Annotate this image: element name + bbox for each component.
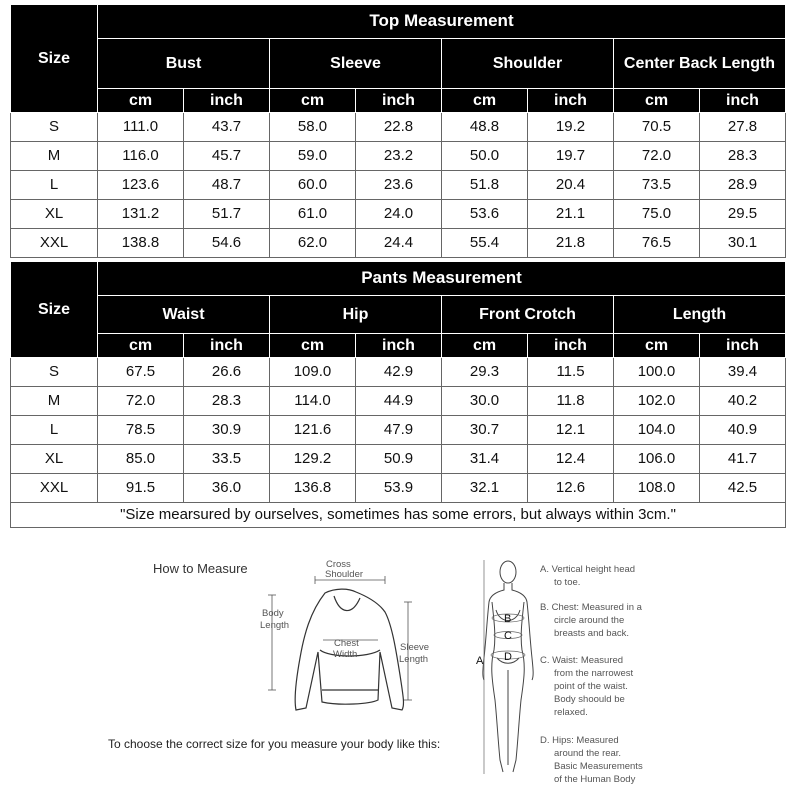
value-cell: 30.0 [442,387,528,416]
top-measurement-table [10,4,786,258]
size-cell: L [11,171,98,200]
table-row [11,200,786,229]
unit-header: inch [700,334,786,358]
value-cell: 61.0 [270,200,356,229]
column-header: Sleeve [270,39,442,89]
how-to-measure-title: How to Measure [153,561,248,576]
column-header: Waist [98,296,270,334]
unit-header: inch [528,334,614,358]
value-cell: 26.6 [184,358,270,387]
size-cell: XL [11,200,98,229]
value-cell: 108.0 [614,474,700,503]
value-cell: 53.6 [442,200,528,229]
body-label: Body [262,608,284,619]
value-cell: 28.9 [700,171,786,200]
value-cell: 62.0 [270,229,356,258]
choose-size-instruction: To choose the correct size for you measure your body like this: [108,737,441,751]
value-cell: 70.5 [614,113,700,142]
unit-header: cm [614,89,700,113]
value-cell: 40.9 [700,416,786,445]
size-header: Size [11,5,98,113]
sleeve-length-label: Length [399,654,429,665]
size-cell: M [11,142,98,171]
value-cell: 75.0 [614,200,700,229]
column-header: Bust [98,39,270,89]
table-row [11,445,786,474]
unit-header: cm [442,89,528,113]
unit-header: inch [528,89,614,113]
value-cell: 11.8 [528,387,614,416]
value-cell: 54.6 [184,229,270,258]
value-cell: 42.5 [700,474,786,503]
value-cell: 138.8 [98,229,184,258]
table-row [11,171,786,200]
table-row [11,229,786,258]
unit-header: inch [184,334,270,358]
value-cell: 53.9 [356,474,442,503]
value-cell: 47.9 [356,416,442,445]
unit-header: inch [184,89,270,113]
chest-width-label: Width [333,649,358,660]
table-row [11,358,786,387]
size-note: "Size mearsured by ourselves, sometimes has some errors, but always within 3cm." [10,502,786,528]
value-cell: 102.0 [614,387,700,416]
column-header: Shoulder [442,39,614,89]
letter-c: C [504,630,512,642]
value-cell: 104.0 [614,416,700,445]
value-cell: 51.8 [442,171,528,200]
value-cell: 42.9 [356,358,442,387]
size-cell: M [11,387,98,416]
value-cell: 19.2 [528,113,614,142]
value-cell: 51.7 [184,200,270,229]
letter-a: A [476,655,484,667]
size-cell: L [11,416,98,445]
value-cell: 12.4 [528,445,614,474]
value-cell: 67.5 [98,358,184,387]
size-header: Size [11,262,98,358]
unit-header: cm [614,334,700,358]
value-cell: 78.5 [98,416,184,445]
value-cell: 121.6 [270,416,356,445]
unit-header: cm [270,89,356,113]
value-cell: 31.4 [442,445,528,474]
value-cell: 22.8 [356,113,442,142]
column-header: Length [614,296,786,334]
value-cell: 58.0 [270,113,356,142]
value-cell: 30.1 [700,229,786,258]
chest-label: Chest [334,638,359,649]
value-cell: 39.4 [700,358,786,387]
value-cell: 12.1 [528,416,614,445]
legend-a: A. Vertical height head to toe. [540,564,636,588]
value-cell: 45.7 [184,142,270,171]
unit-header: cm [442,334,528,358]
value-cell: 91.5 [98,474,184,503]
value-cell: 114.0 [270,387,356,416]
value-cell: 100.0 [614,358,700,387]
table-title: Top Measurement [98,5,786,39]
value-cell: 11.5 [528,358,614,387]
value-cell: 12.6 [528,474,614,503]
unit-header: inch [356,334,442,358]
unit-header: inch [356,89,442,113]
table-row [11,113,786,142]
size-cell: XXL [11,474,98,503]
shoulder-label: Shoulder [325,569,364,580]
value-cell: 24.4 [356,229,442,258]
table-row [11,416,786,445]
value-cell: 44.9 [356,387,442,416]
value-cell: 43.7 [184,113,270,142]
value-cell: 50.9 [356,445,442,474]
value-cell: 29.3 [442,358,528,387]
value-cell: 28.3 [700,142,786,171]
column-header: Hip [270,296,442,334]
table-title: Pants Measurement [98,262,786,296]
value-cell: 28.3 [184,387,270,416]
value-cell: 24.0 [356,200,442,229]
value-cell: 109.0 [270,358,356,387]
value-cell: 48.8 [442,113,528,142]
value-cell: 85.0 [98,445,184,474]
value-cell: 29.5 [700,200,786,229]
cross-label: Cross [326,559,351,570]
value-cell: 131.2 [98,200,184,229]
value-cell: 50.0 [442,142,528,171]
value-cell: 21.8 [528,229,614,258]
letter-d: D [504,651,512,663]
letter-b: B [504,613,512,625]
value-cell: 111.0 [98,113,184,142]
value-cell: 40.2 [700,387,786,416]
value-cell: 32.1 [442,474,528,503]
unit-header: cm [98,89,184,113]
value-cell: 21.1 [528,200,614,229]
table-row [11,474,786,503]
value-cell: 20.4 [528,171,614,200]
size-cell: S [11,113,98,142]
value-cell: 27.8 [700,113,786,142]
value-cell: 41.7 [700,445,786,474]
value-cell: 129.2 [270,445,356,474]
value-cell: 72.0 [98,387,184,416]
size-cell: XL [11,445,98,474]
column-header: Front Crotch [442,296,614,334]
body-figure-illustration [483,561,533,772]
value-cell: 116.0 [98,142,184,171]
value-cell: 76.5 [614,229,700,258]
value-cell: 30.7 [442,416,528,445]
value-cell: 33.5 [184,445,270,474]
value-cell: 59.0 [270,142,356,171]
value-cell: 23.2 [356,142,442,171]
unit-header: cm [98,334,184,358]
value-cell: 55.4 [442,229,528,258]
value-cell: 30.9 [184,416,270,445]
value-cell: 23.6 [356,171,442,200]
value-cell: 106.0 [614,445,700,474]
value-cell: 123.6 [98,171,184,200]
table-row [11,387,786,416]
sleeve-label: Sleeve [400,642,430,653]
value-cell: 36.0 [184,474,270,503]
value-cell: 19.7 [528,142,614,171]
value-cell: 73.5 [614,171,700,200]
legend-c: C. Waist: Measured from the narrowest point of the waist. Body shoould be relaxed. [540,655,634,718]
legend-b: B. Chest: Measured in a circle around the breasts and back. [540,602,642,639]
size-cell: XXL [11,229,98,258]
unit-header: cm [270,334,356,358]
pants-measurement-table [10,261,786,503]
table-row [11,142,786,171]
value-cell: 136.8 [270,474,356,503]
body-length-label: Length [260,620,290,631]
value-cell: 48.7 [184,171,270,200]
unit-header: inch [700,89,786,113]
value-cell: 60.0 [270,171,356,200]
size-cell: S [11,358,98,387]
legend-d: D. Hips: Measured around the rear. Basic Measurements of the Human Body [540,735,643,785]
column-header: Center Back Length [614,39,786,89]
value-cell: 72.0 [614,142,700,171]
